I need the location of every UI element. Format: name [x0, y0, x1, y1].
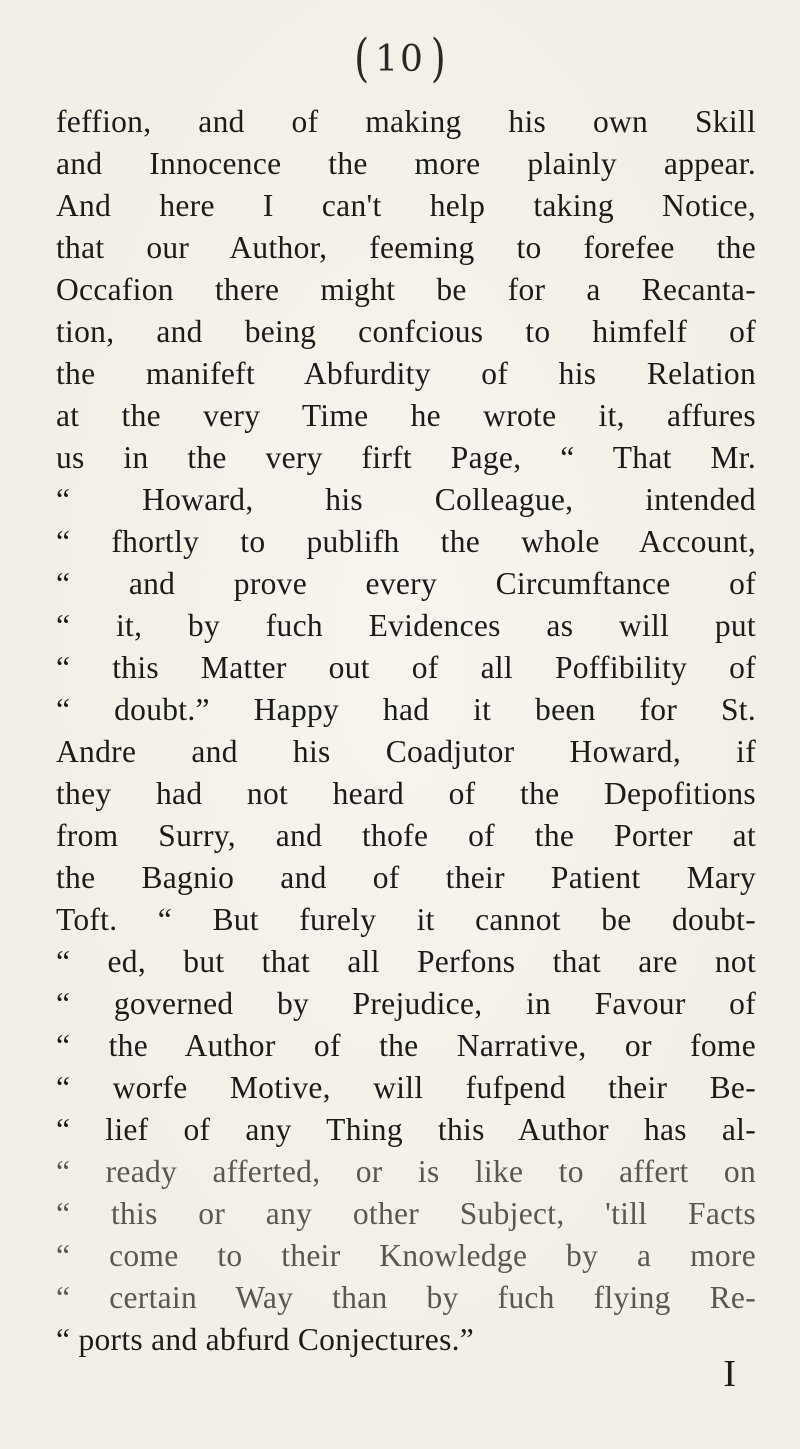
text-line: at the very Time he wrote it, affures: [56, 398, 756, 433]
text-line: “ fhortly to publifh the whole Account,: [56, 524, 756, 559]
text-line: feffion, and of making his own Skill: [56, 104, 756, 139]
catchword: I: [723, 1353, 736, 1395]
text-line: and Innocence the more plainly appear.: [56, 146, 756, 181]
page-number-header: [0, 28, 800, 88]
text-line: “ governed by Prejudice, in Favour of: [56, 986, 756, 1021]
text-line: “ Howard, his Colleague, intended: [56, 482, 756, 517]
text-line: Toft. “ But furely it cannot be doubt-: [56, 902, 756, 937]
text-line: “ lief of any Thing this Author has al-: [56, 1112, 756, 1147]
text-line: “ it, by fuch Evidences as will put: [56, 608, 756, 643]
text-line: “ this or any other Subject, 'till Facts: [56, 1196, 756, 1231]
text-line: that our Author, feeming to forefee the: [56, 230, 756, 265]
text-line: “ this Matter out of all Poffibility of: [56, 650, 756, 685]
text-line: us in the very firft Page, “ That Mr.: [56, 440, 756, 475]
text-line: the manifeft Abfurdity of his Relation: [56, 356, 756, 391]
text-line: “ ports and abfurd Conjectures.”: [56, 1322, 475, 1357]
text-line: “ doubt.” Happy had it been for St.: [56, 692, 756, 727]
text-line: “ and prove every Circumftance of: [56, 566, 756, 601]
text-line: “ ready afferted, or is like to affert on: [56, 1154, 756, 1189]
text-line: from Surry, and thofe of the Porter at: [56, 818, 756, 853]
text-line: “ certain Way than by fuch flying Re-: [56, 1280, 756, 1315]
page-number-close-paren: ): [430, 28, 446, 88]
text-line: “ come to their Knowledge by a more: [56, 1238, 756, 1273]
text-line: And here I can't help taking Notice,: [56, 188, 756, 223]
text-line: tion, and being confcious to himfelf of: [56, 314, 756, 349]
page-number: 10: [375, 39, 425, 80]
page-number-open-paren: (: [354, 28, 370, 88]
text-line: “ worfe Motive, will fufpend their Be-: [56, 1070, 756, 1105]
text-line: “ ed, but that all Perfons that are not: [56, 944, 756, 979]
text-line: the Bagnio and of their Patient Mary: [56, 860, 756, 895]
text-line: Occafion there might be for a Recanta-: [56, 272, 756, 307]
text-line: “ the Author of the Narrative, or fome: [56, 1028, 756, 1063]
text-line: they had not heard of the Depofitions: [56, 776, 756, 811]
text-line: Andre and his Coadjutor Howard, if: [56, 734, 756, 769]
